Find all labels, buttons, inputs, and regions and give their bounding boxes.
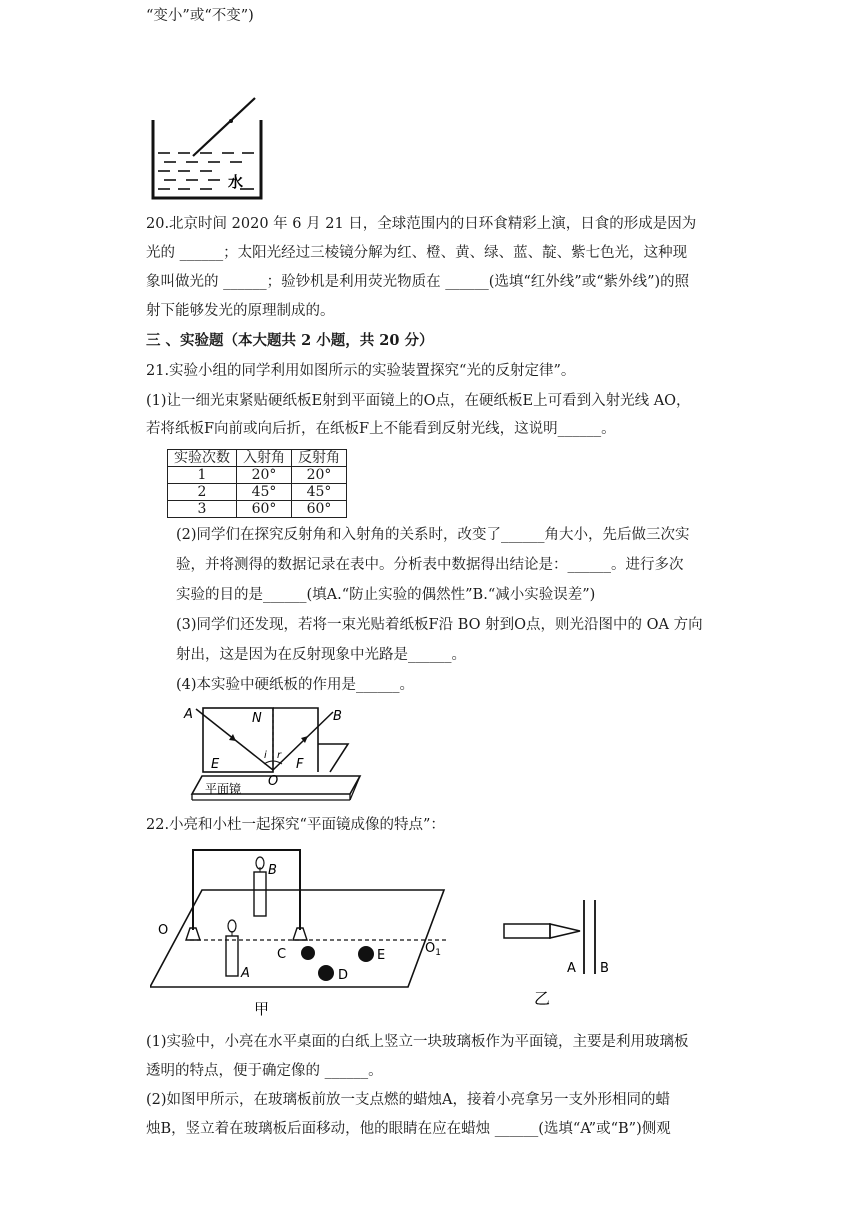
table-cell: 20° <box>292 467 347 484</box>
table-header-row <box>168 450 347 467</box>
reflection-figure <box>178 704 368 806</box>
label-r: r <box>277 750 282 761</box>
table-cell: 45° <box>292 484 347 501</box>
water-label: 水 <box>228 173 244 191</box>
q22-part1-line-2: 透明的特点，便于确定像的 ______。 <box>146 1063 383 1079</box>
q21-part2-line-3: 实验的目的是______(填A.“防止实验的偶然性”B.“减小实验误差”) <box>176 587 596 603</box>
label-c: C <box>277 947 287 962</box>
data-table <box>167 449 347 518</box>
q22-part2-line-2: 烛B，竖立着在玻璃板后面移动，他的眼睛在应在蜡烛 ______(选填“A”或“B”)侧观 <box>146 1121 671 1137</box>
table-cell: 1 <box>168 467 237 484</box>
q21-part4: (4)本实验中硬纸板的作用是______。 <box>176 677 415 693</box>
table-cell: 20° <box>237 467 292 484</box>
q21-part1-line-1: (1)让一细光束紧贴硬纸板E射到平面镜上的O点，在硬纸板E上可看到入射光线 AO， <box>146 393 691 409</box>
table-cell: 2 <box>168 484 237 501</box>
text-line: “变小”或“不变”) <box>146 8 254 24</box>
q20-line-3: 象叫做光的 ______；验钞机是利用荧光物质在 ______(选填“红外线”或“紫外线”)的照 <box>146 274 690 290</box>
label-n: N <box>252 711 262 726</box>
label-e: E <box>377 948 386 963</box>
q21-part2-line-2: 验，并将测得的数据记录在表中。分析表中数据得出结论是：______。进行多次 <box>176 557 684 573</box>
table-cell: 45° <box>237 484 292 501</box>
label-e: E <box>211 757 220 772</box>
label-mirror: 平面镜 <box>205 782 242 796</box>
q20-line-2: 光的 ______；太阳光经过三棱镜分解为红、橙、黄、绿、蓝、靛、紫七色光，这种现 <box>146 245 688 261</box>
table-row <box>168 467 347 484</box>
label-o: O <box>268 774 279 789</box>
section-heading: 三 、实验题（本大题共 2 小题，共 20 分） <box>146 332 434 349</box>
q22-part2-line-1: (2)如图甲所示，在玻璃板前放一支点燃的蜡烛A，接着小亮拿另一支外形相同的蜡 <box>146 1092 671 1108</box>
label-yi-b: B <box>600 961 609 976</box>
label-yi: 乙 <box>534 989 551 1008</box>
label-o: O <box>158 923 169 938</box>
label-b: B <box>268 863 277 878</box>
table-header-cell: 入射角 <box>237 450 292 467</box>
label-o1: $O_1$ <box>425 941 441 958</box>
label-yi-a: A <box>567 961 576 976</box>
q21-part2-line-1: (2)同学们在探究反射角和入射角的关系时，改变了______角大小，先后做三次实 <box>176 527 690 543</box>
water-beaker-figure <box>148 96 266 202</box>
label-a: A <box>184 707 193 722</box>
q21-part1-line-2: 若将纸板F向前或向后折，在纸板F上不能看到反射光线，这说明______。 <box>146 421 616 437</box>
q20-line-4: 射下能够发光的原理制成的。 <box>146 303 335 319</box>
q22-part1-line-1: (1)实验中，小亮在水平桌面的白纸上竖立一块玻璃板作为平面镜，主要是利用玻璃板 <box>146 1034 689 1050</box>
table-header-cell: 实验次数 <box>168 450 237 467</box>
q21-title: 21.实验小组的同学利用如图所示的实验装置探究“光的反射定律”。 <box>146 363 576 379</box>
label-jia: 甲 <box>254 1000 270 1018</box>
table-cell: 3 <box>168 501 237 518</box>
plane-mirror-figure-yi <box>500 892 620 1012</box>
q21-part3-line-2: 射出，这是因为在反射现象中光路是______。 <box>176 647 466 663</box>
q22-title: 22.小亮和小杜一起探究“平面镜成像的特点”： <box>146 817 445 833</box>
label-f: F <box>296 757 304 772</box>
table-cell: 60° <box>237 501 292 518</box>
q20-line-1: 20.北京时间 2020 年 6 月 21 日，全球范围内的日环食精彩上演，日食的形成是因为 <box>146 216 697 232</box>
table-row <box>168 501 347 518</box>
q21-part3-line-1: (3)同学们还发现，若将一束光贴着纸板F沿 BO 射到O点，则光沿图中的 OA 方向 <box>176 617 703 633</box>
table-row <box>168 484 347 501</box>
label-d: D <box>338 968 349 983</box>
label-a: A <box>241 966 250 981</box>
table-header-cell: 反射角 <box>292 450 347 467</box>
plane-mirror-figure-jia <box>150 842 450 1022</box>
table-cell: 60° <box>292 501 347 518</box>
label-b: B <box>333 709 342 724</box>
label-i: i <box>264 750 267 761</box>
